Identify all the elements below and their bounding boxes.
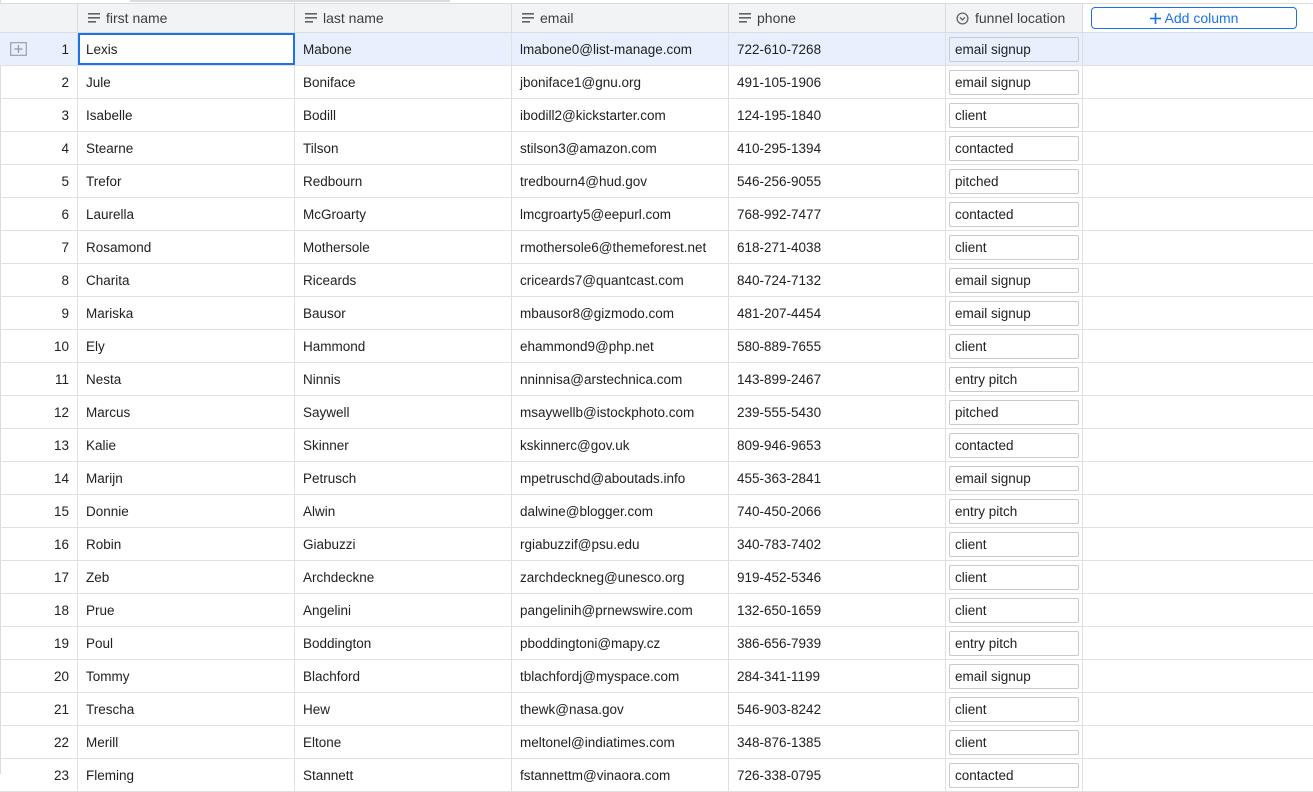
phone-cell[interactable]: 726-338-0795 — [729, 759, 946, 791]
funnel-location-cell[interactable] — [946, 363, 1083, 395]
row-number[interactable] — [0, 33, 78, 65]
column-header-label: funnel location — [975, 10, 1066, 26]
phone-cell[interactable]: 124-195-1840 — [729, 99, 946, 131]
funnel-location-select[interactable]: pitched — [949, 169, 1079, 194]
funnel-location-select[interactable]: entry pitch — [949, 367, 1079, 392]
row-number-label: 7 — [61, 239, 69, 255]
first-name-cell[interactable]: Fleming — [78, 759, 295, 791]
row-number[interactable] — [0, 99, 78, 131]
email-cell[interactable]: pboddingtoni@mapy.cz — [512, 627, 729, 659]
email-cell[interactable]: lmabone0@list-manage.com — [512, 33, 729, 65]
email-cell[interactable]: mbausor8@gizmodo.com — [512, 297, 729, 329]
column-header-phone[interactable] — [729, 4, 946, 32]
row-number-label: 20 — [53, 668, 69, 684]
funnel-location-select[interactable]: client — [949, 103, 1079, 128]
table-row[interactable] — [0, 528, 1313, 561]
last-name-cell[interactable]: Hammond — [295, 330, 512, 362]
first-name-cell[interactable]: Tommy — [78, 660, 295, 692]
row-number[interactable] — [0, 231, 78, 263]
phone-cell[interactable]: 546-256-9055 — [729, 165, 946, 197]
funnel-location-select[interactable]: email signup — [949, 70, 1079, 95]
funnel-location-select[interactable]: email signup — [949, 268, 1079, 293]
row-number[interactable] — [0, 495, 78, 527]
grid-body — [0, 33, 1313, 792]
column-header-first-name[interactable] — [78, 4, 295, 32]
table-row[interactable] — [0, 165, 1313, 198]
funnel-location-cell[interactable] — [946, 627, 1083, 659]
first-name-cell[interactable]: Prue — [78, 594, 295, 626]
funnel-location-cell[interactable] — [946, 330, 1083, 362]
column-header-email[interactable] — [512, 4, 729, 32]
row-filler — [1083, 528, 1313, 560]
table-row[interactable] — [0, 759, 1313, 792]
email-cell[interactable]: kskinnerc@gov.uk — [512, 429, 729, 461]
email-cell[interactable]: criceards7@quantcast.com — [512, 264, 729, 296]
first-name-cell[interactable]: Ely — [78, 330, 295, 362]
dropdown-type-icon — [956, 12, 969, 25]
row-filler — [1083, 231, 1313, 263]
row-number[interactable] — [0, 297, 78, 329]
phone-cell[interactable]: 768-992-7477 — [729, 198, 946, 230]
last-name-cell[interactable]: Mothersole — [295, 231, 512, 263]
first-name-cell[interactable]: Rosamond — [78, 231, 295, 263]
first-name-cell[interactable]: Kalie — [78, 429, 295, 461]
row-filler — [1083, 165, 1313, 197]
row-number[interactable] — [0, 693, 78, 725]
table-row[interactable] — [0, 66, 1313, 99]
funnel-location-cell[interactable] — [946, 726, 1083, 758]
row-number[interactable] — [0, 627, 78, 659]
funnel-location-cell[interactable] — [946, 231, 1083, 263]
email-cell[interactable]: tredbourn4@hud.gov — [512, 165, 729, 197]
phone-cell[interactable]: 840-724-7132 — [729, 264, 946, 296]
row-number-label: 6 — [61, 206, 69, 222]
table-row[interactable] — [0, 693, 1313, 726]
phone-cell[interactable]: 386-656-7939 — [729, 627, 946, 659]
phone-cell[interactable]: 740-450-2066 — [729, 495, 946, 527]
last-name-cell[interactable]: Alwin — [295, 495, 512, 527]
table-row[interactable] — [0, 363, 1313, 396]
phone-cell[interactable]: 239-555-5430 — [729, 396, 946, 428]
phone-cell[interactable]: 455-363-2841 — [729, 462, 946, 494]
row-number[interactable] — [0, 660, 78, 692]
table-row[interactable] — [0, 660, 1313, 693]
email-cell[interactable]: rgiabuzzif@psu.edu — [512, 528, 729, 560]
first-name-cell[interactable]: Lexis — [78, 33, 295, 65]
funnel-location-select[interactable]: client — [949, 598, 1079, 623]
funnel-location-select[interactable]: client — [949, 730, 1079, 755]
funnel-location-select[interactable]: entry pitch — [949, 631, 1079, 656]
row-number-label: 15 — [53, 503, 69, 519]
row-filler — [1083, 66, 1313, 98]
email-cell[interactable]: nninnisa@arstechnica.com — [512, 363, 729, 395]
last-name-cell[interactable]: Angelini — [295, 594, 512, 626]
funnel-location-cell[interactable] — [946, 297, 1083, 329]
email-cell[interactable]: tblachfordj@myspace.com — [512, 660, 729, 692]
text-type-icon — [739, 13, 751, 23]
email-cell[interactable]: zarchdeckneg@unesco.org — [512, 561, 729, 593]
funnel-location-cell[interactable] — [946, 594, 1083, 626]
row-number-label: 22 — [53, 734, 69, 750]
funnel-location-select[interactable]: contacted — [949, 763, 1079, 788]
row-number[interactable] — [0, 132, 78, 164]
email-cell[interactable]: ehammond9@php.net — [512, 330, 729, 362]
funnel-location-cell[interactable] — [946, 396, 1083, 428]
row-number[interactable] — [0, 396, 78, 428]
last-name-cell[interactable]: Blachford — [295, 660, 512, 692]
phone-cell[interactable]: 722-610-7268 — [729, 33, 946, 65]
email-cell[interactable]: mpetruschd@aboutads.info — [512, 462, 729, 494]
phone-cell[interactable]: 546-903-8242 — [729, 693, 946, 725]
email-cell[interactable]: thewk@nasa.gov — [512, 693, 729, 725]
funnel-location-cell[interactable] — [946, 561, 1083, 593]
scroll-indicator — [130, 0, 450, 2]
last-name-cell[interactable]: Redbourn — [295, 165, 512, 197]
row-filler — [1083, 132, 1313, 164]
funnel-location-select[interactable]: contacted — [949, 136, 1079, 161]
row-number[interactable] — [0, 594, 78, 626]
table-row[interactable] — [0, 231, 1313, 264]
row-filler — [1083, 429, 1313, 461]
funnel-location-cell[interactable] — [946, 693, 1083, 725]
row-number[interactable] — [0, 198, 78, 230]
phone-cell[interactable]: 481-207-4454 — [729, 297, 946, 329]
last-name-cell[interactable]: Boniface — [295, 66, 512, 98]
column-header-funnel-location[interactable] — [946, 4, 1083, 32]
row-number-label: 18 — [53, 602, 69, 618]
table-row[interactable] — [0, 297, 1313, 330]
email-cell[interactable]: lmcgroarty5@eepurl.com — [512, 198, 729, 230]
row-number[interactable] — [0, 330, 78, 362]
funnel-location-cell[interactable] — [946, 528, 1083, 560]
first-name-cell[interactable]: Donnie — [78, 495, 295, 527]
funnel-location-cell[interactable] — [946, 198, 1083, 230]
email-cell[interactable]: stilson3@amazon.com — [512, 132, 729, 164]
email-cell[interactable]: ibodill2@kickstarter.com — [512, 99, 729, 131]
table-row[interactable] — [0, 33, 1313, 66]
funnel-location-select[interactable]: contacted — [949, 202, 1079, 227]
row-number-label: 13 — [53, 437, 69, 453]
table-row[interactable] — [0, 198, 1313, 231]
last-name-cell[interactable]: Skinner — [295, 429, 512, 461]
funnel-location-cell[interactable] — [946, 99, 1083, 131]
funnel-location-select[interactable]: email signup — [949, 466, 1079, 491]
first-name-cell[interactable]: Laurella — [78, 198, 295, 230]
last-name-cell[interactable]: Saywell — [295, 396, 512, 428]
table-row[interactable] — [0, 132, 1313, 165]
funnel-location-select[interactable]: email signup — [949, 664, 1079, 689]
row-filler — [1083, 660, 1313, 692]
first-name-cell[interactable]: Poul — [78, 627, 295, 659]
last-name-cell[interactable]: Petrusch — [295, 462, 512, 494]
email-cell[interactable]: dalwine@blogger.com — [512, 495, 729, 527]
phone-cell[interactable]: 143-899-2467 — [729, 363, 946, 395]
expand-row-icon[interactable] — [10, 42, 27, 56]
first-name-cell[interactable]: Mariska — [78, 297, 295, 329]
row-number-label: 1 — [61, 41, 69, 57]
table-row[interactable] — [0, 726, 1313, 759]
funnel-location-cell[interactable] — [946, 462, 1083, 494]
plus-icon — [1150, 13, 1161, 24]
funnel-location-select[interactable]: client — [949, 565, 1079, 590]
column-header-label: phone — [757, 10, 796, 26]
table-row[interactable] — [0, 99, 1313, 132]
row-number-label: 4 — [61, 140, 69, 156]
row-filler — [1083, 33, 1313, 65]
row-number-label: 12 — [53, 404, 69, 420]
row-filler — [1083, 99, 1313, 131]
last-name-cell[interactable]: Bausor — [295, 297, 512, 329]
row-number-header — [0, 4, 78, 32]
table-row[interactable] — [0, 594, 1313, 627]
first-name-cell[interactable]: Stearne — [78, 132, 295, 164]
table-row[interactable] — [0, 330, 1313, 363]
phone-cell[interactable]: 410-295-1394 — [729, 132, 946, 164]
row-number[interactable] — [0, 561, 78, 593]
phone-cell[interactable]: 809-946-9653 — [729, 429, 946, 461]
last-name-cell[interactable]: Archdeckne — [295, 561, 512, 593]
first-name-cell[interactable]: Robin — [78, 528, 295, 560]
funnel-location-cell[interactable] — [946, 132, 1083, 164]
first-name-cell[interactable]: Isabelle — [78, 99, 295, 131]
first-name-cell[interactable]: Marcus — [78, 396, 295, 428]
phone-cell[interactable]: 340-783-7402 — [729, 528, 946, 560]
email-cell[interactable]: pangelinih@prnewswire.com — [512, 594, 729, 626]
row-number-label: 19 — [53, 635, 69, 651]
row-filler — [1083, 627, 1313, 659]
text-type-icon — [88, 13, 100, 23]
funnel-location-cell[interactable] — [946, 759, 1083, 791]
row-number-label: 14 — [53, 470, 69, 486]
funnel-location-cell[interactable] — [946, 495, 1083, 527]
phone-cell[interactable]: 580-889-7655 — [729, 330, 946, 362]
row-filler — [1083, 198, 1313, 230]
funnel-location-select[interactable]: client — [949, 697, 1079, 722]
last-name-cell[interactable]: Ninnis — [295, 363, 512, 395]
funnel-location-cell[interactable] — [946, 33, 1083, 65]
add-column-label: Add column — [1164, 10, 1239, 26]
funnel-location-cell[interactable] — [946, 429, 1083, 461]
last-name-cell[interactable]: Tilson — [295, 132, 512, 164]
email-cell[interactable]: fstannettm@vinaora.com — [512, 759, 729, 791]
phone-cell[interactable]: 348-876-1385 — [729, 726, 946, 758]
row-number[interactable] — [0, 759, 78, 791]
row-number[interactable] — [0, 264, 78, 296]
funnel-location-cell[interactable] — [946, 660, 1083, 692]
row-number-label: 5 — [61, 173, 69, 189]
phone-cell[interactable]: 919-452-5346 — [729, 561, 946, 593]
row-number-label: 2 — [61, 74, 69, 90]
funnel-location-select[interactable]: pitched — [949, 400, 1079, 425]
row-number-label: 11 — [54, 371, 69, 387]
funnel-location-cell[interactable] — [946, 264, 1083, 296]
last-name-cell[interactable]: Hew — [295, 693, 512, 725]
column-header-label: first name — [106, 10, 168, 26]
row-number[interactable] — [0, 462, 78, 494]
row-filler — [1083, 561, 1313, 593]
first-name-cell[interactable]: Trescha — [78, 693, 295, 725]
add-column-area — [1083, 4, 1313, 32]
table-row[interactable] — [0, 462, 1313, 495]
row-filler — [1083, 297, 1313, 329]
funnel-location-select[interactable]: contacted — [949, 433, 1079, 458]
funnel-location-select[interactable]: client — [949, 334, 1079, 359]
row-filler — [1083, 363, 1313, 395]
email-cell[interactable]: rmothersole6@themeforest.net — [512, 231, 729, 263]
table-row[interactable] — [0, 495, 1313, 528]
table-row[interactable] — [0, 627, 1313, 660]
last-name-cell[interactable]: Stannett — [295, 759, 512, 791]
last-name-cell[interactable]: Eltone — [295, 726, 512, 758]
first-name-cell[interactable]: Marijn — [78, 462, 295, 494]
first-name-cell[interactable]: Nesta — [78, 363, 295, 395]
first-name-cell[interactable]: Merill — [78, 726, 295, 758]
row-filler — [1083, 594, 1313, 626]
column-header-last-name[interactable] — [295, 4, 512, 32]
phone-cell[interactable]: 618-271-4038 — [729, 231, 946, 263]
last-name-cell[interactable]: McGroarty — [295, 198, 512, 230]
row-filler — [1083, 396, 1313, 428]
first-name-cell[interactable]: Charita — [78, 264, 295, 296]
first-name-cell[interactable]: Jule — [78, 66, 295, 98]
row-number-label: 21 — [53, 701, 69, 717]
table-row[interactable] — [0, 396, 1313, 429]
funnel-location-cell[interactable] — [946, 165, 1083, 197]
row-number[interactable] — [0, 66, 78, 98]
header-row — [0, 3, 1313, 33]
column-header-label: email — [540, 10, 574, 26]
phone-cell[interactable]: 284-341-1199 — [729, 660, 946, 692]
row-filler — [1083, 726, 1313, 758]
last-name-cell[interactable]: Bodill — [295, 99, 512, 131]
row-number-label: 16 — [53, 536, 69, 552]
phone-cell[interactable]: 132-650-1659 — [729, 594, 946, 626]
first-name-cell[interactable]: Zeb — [78, 561, 295, 593]
first-name-cell[interactable]: Trefor — [78, 165, 295, 197]
row-number-label: 17 — [53, 569, 69, 585]
row-number[interactable] — [0, 429, 78, 461]
row-filler — [1083, 495, 1313, 527]
funnel-location-select[interactable]: client — [949, 532, 1079, 557]
row-number-label: 8 — [61, 272, 69, 288]
funnel-location-select[interactable]: email signup — [949, 301, 1079, 326]
funnel-location-select[interactable]: entry pitch — [949, 499, 1079, 524]
funnel-location-select[interactable]: client — [949, 235, 1079, 260]
data-grid — [0, 3, 1313, 792]
row-number[interactable] — [0, 165, 78, 197]
table-row[interactable] — [0, 264, 1313, 297]
row-filler — [1083, 330, 1313, 362]
column-header-label: last name — [323, 10, 384, 26]
row-filler — [1083, 759, 1313, 791]
row-number[interactable] — [0, 528, 78, 560]
last-name-cell[interactable]: Giabuzzi — [295, 528, 512, 560]
row-number-label: 9 — [61, 305, 69, 321]
row-number-label: 23 — [53, 767, 69, 783]
text-type-icon — [522, 13, 534, 23]
table-row[interactable] — [0, 561, 1313, 594]
phone-cell[interactable]: 491-105-1906 — [729, 66, 946, 98]
row-number-label: 10 — [53, 338, 69, 354]
row-number[interactable] — [0, 726, 78, 758]
email-cell[interactable]: jboniface1@gnu.org — [512, 66, 729, 98]
add-column-button[interactable] — [1091, 7, 1297, 29]
row-filler — [1083, 693, 1313, 725]
text-type-icon — [305, 13, 317, 23]
funnel-location-select[interactable]: email signup — [949, 37, 1079, 62]
row-filler — [1083, 462, 1313, 494]
funnel-location-cell[interactable] — [946, 66, 1083, 98]
row-filler — [1083, 264, 1313, 296]
row-number[interactable] — [0, 363, 78, 395]
table-row[interactable] — [0, 429, 1313, 462]
row-number-label: 3 — [61, 107, 69, 123]
email-cell[interactable]: msaywellb@istockphoto.com — [512, 396, 729, 428]
email-cell[interactable]: meltonel@indiatimes.com — [512, 726, 729, 758]
last-name-cell[interactable]: Mabone — [295, 33, 512, 65]
last-name-cell[interactable]: Boddington — [295, 627, 512, 659]
last-name-cell[interactable]: Riceards — [295, 264, 512, 296]
